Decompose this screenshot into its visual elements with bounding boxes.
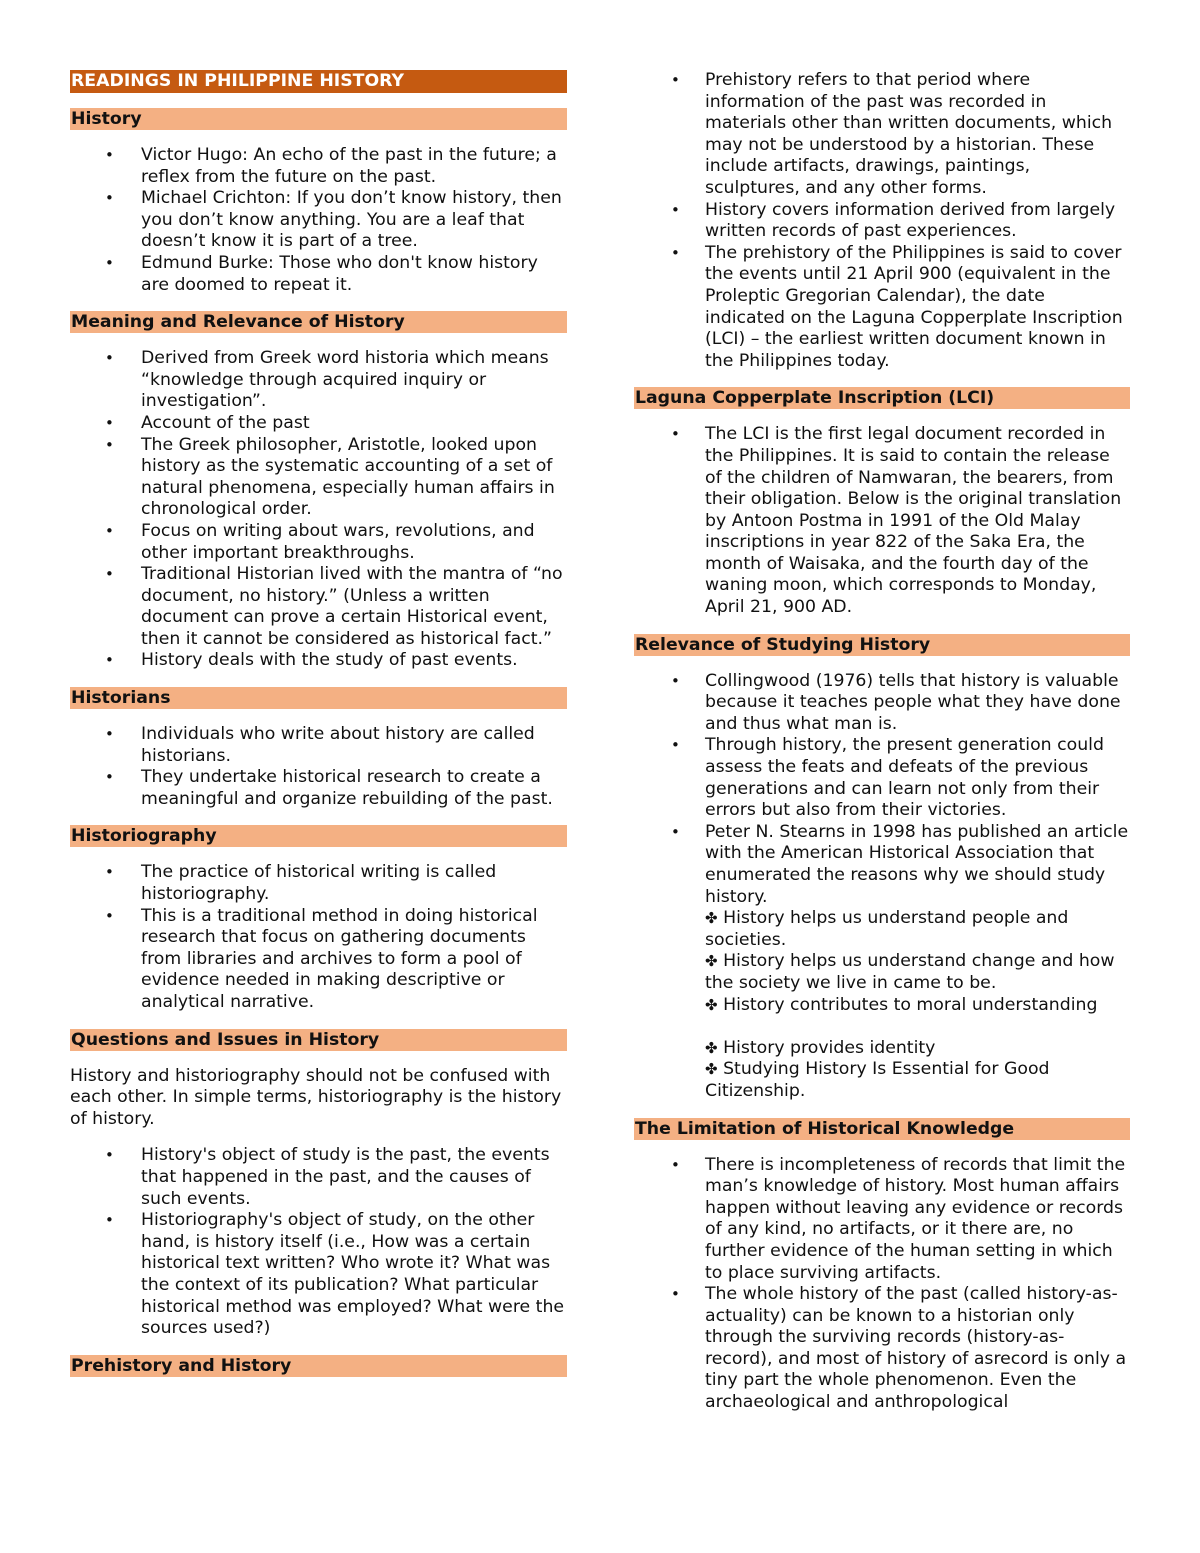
limitation-list [634,1155,1130,1414]
reason-item: ✤ History contributes to moral understanding [705,994,1098,1015]
list-item: • History deals with the study of past events. [70,650,567,672]
list-item: • This is a traditional method in doing historical research that focus on gathering documents from libraries and archives to form a pool of evidence needed in making descriptive or analytical narrative. [70,906,567,1014]
list-item: • The LCI is the first legal document recorded in the Philippines. It is said to contain the release of the children of Namwaran, the bearers, from their obligation. Below is the original translation by Antoon Postma in 1991 of the Old Malay inscriptions in year 822 of the Saka Era, the month of Waisaka, and the fourth day of the waning moon, which corresponds to Monday, April 21, 900 AD. [634,424,1130,618]
heading-historians: Historians [70,687,567,709]
blank-line [705,1016,1130,1038]
reason-item: ✤ History helps us understand people and societies. [705,908,1069,950]
heading-limitation: The Limitation of Historical Knowledge [634,1118,1130,1140]
reason-item: ✤ Studying History Is Essential for Good Citizenship. [705,1059,1050,1101]
lci-list [634,424,1130,618]
list-item: • Historiography's object of study, on the other hand, is history itself (i.e., How was a certain historical text written? Who wrote it? What was the context of its publication? What particular historical method was employed? What were the sources used?) [70,1210,567,1340]
list-item: • Prehistory refers to that period where information of the past was recorded in materials other than written documents, which may not be understood by a historian. These include artifacts, drawings, paintings, sculptures, and any other forms. [634,70,1130,200]
heading-prehistory-history: Prehistory and History [70,1355,567,1377]
relevance-list [634,671,1130,1103]
list-item: • The whole history of the past (called history-as-actuality) can be known to a historian only through the surviving records (history-as-record), and most of history of asrecord is only a tiny part the whole phenomenon. Even the archaeological and anthropological [634,1284,1130,1414]
list-item: • History covers information derived from largely written records of past experiences. [634,200,1130,243]
list-item: • Collingwood (1976) tells that history is valuable because it teaches people what they have done and thus what man is. [634,671,1130,736]
club-bullet-icon: ✤ [705,995,718,1014]
list-item: • Through history, the present generation could assess the feats and defeats of the previous generations and can learn not only from their errors but also from their victories. [634,735,1130,821]
list-item: • Individuals who write about history are called historians. [70,724,567,767]
heading-lci: Laguna Copperplate Inscription (LCI) [634,387,1130,409]
questions-intro-paragraph: History and historiography should not be confused with each other. In simple terms, historiography is the history of history. [70,1065,562,1129]
right-column [634,70,1130,1429]
meaning-list [70,348,567,672]
list-item: • The Greek philosopher, Aristotle, looked upon history as the systematic accounting of a set of natural phenomena, especially human affairs in chronological order. [70,435,567,521]
left-column [70,70,567,1392]
list-item: • Focus on writing about wars, revolutions, and other important breakthroughs. [70,521,567,564]
list-item: • Traditional Historian lived with the mantra of “no document, no history.” (Unless a written document can prove a certain Historical event, then it cannot be considered as historical fact.” [70,564,567,650]
questions-list [70,1145,567,1339]
reason-item: ✤ History provides identity [705,1037,936,1058]
heading-history: History [70,108,567,130]
document-title: READINGS IN PHILIPPINE HISTORY [70,70,567,93]
list-item: • Michael Crichton: If you don’t know history, then you don’t know anything. You are a leaf that doesn’t know it is part of a tree. [70,188,567,253]
heading-historiography: Historiography [70,825,567,847]
list-item: • History's object of study is the past, the events that happened in the past, and the causes of such events. [70,1145,567,1210]
list-item: • The prehistory of the Philippines is said to cover the events until 21 April 900 (equivalent in the Proleptic Gregorian Calendar), the date indicated on the Laguna Copperplate Inscription (LCI) – the earliest written document known in the Philippines today. [634,243,1130,373]
historians-list [70,724,567,810]
club-bullet-icon: ✤ [705,952,718,971]
club-bullet-icon: ✤ [705,909,718,928]
heading-questions-issues: Questions and Issues in History [70,1029,567,1051]
club-bullet-icon: ✤ [705,1060,718,1079]
history-list [70,145,567,296]
reason-item: ✤ History helps us understand change and how the society we live in came to be. [705,951,1115,993]
historiography-list [70,862,567,1013]
list-item-stearns [634,822,1130,1103]
prehistory-list [634,70,1130,372]
list-item: • The practice of historical writing is called historiography. [70,862,567,905]
list-item: • They undertake historical research to create a meaningful and organize rebuilding of the past. [70,767,567,810]
heading-relevance-studying: Relevance of Studying History [634,634,1130,656]
club-bullet-icon: ✤ [705,1038,718,1057]
list-item: • Account of the past [70,413,567,435]
list-item: • There is incompleteness of records that limit the man’s knowledge of history. Most human affairs happen without leaving any evidence or records of any kind, no artifacts, or it there are, no further evidence of the human setting in which to place surviving artifacts. [634,1155,1130,1285]
list-item: • Edmund Burke: Those who don't know history are doomed to repeat it. [70,253,567,296]
list-item: • Victor Hugo: An echo of the past in the future; a reflex from the future on the past. [70,145,567,188]
heading-meaning-relevance: Meaning and Relevance of History [70,311,567,333]
list-item: • Derived from Greek word historia which means “knowledge through acquired inquiry or investigation”. [70,348,567,413]
stearns-text: Peter N. Stearns in 1998 has published an article with the American Historical Association that enumerated the reasons why we should study history. [705,821,1129,907]
